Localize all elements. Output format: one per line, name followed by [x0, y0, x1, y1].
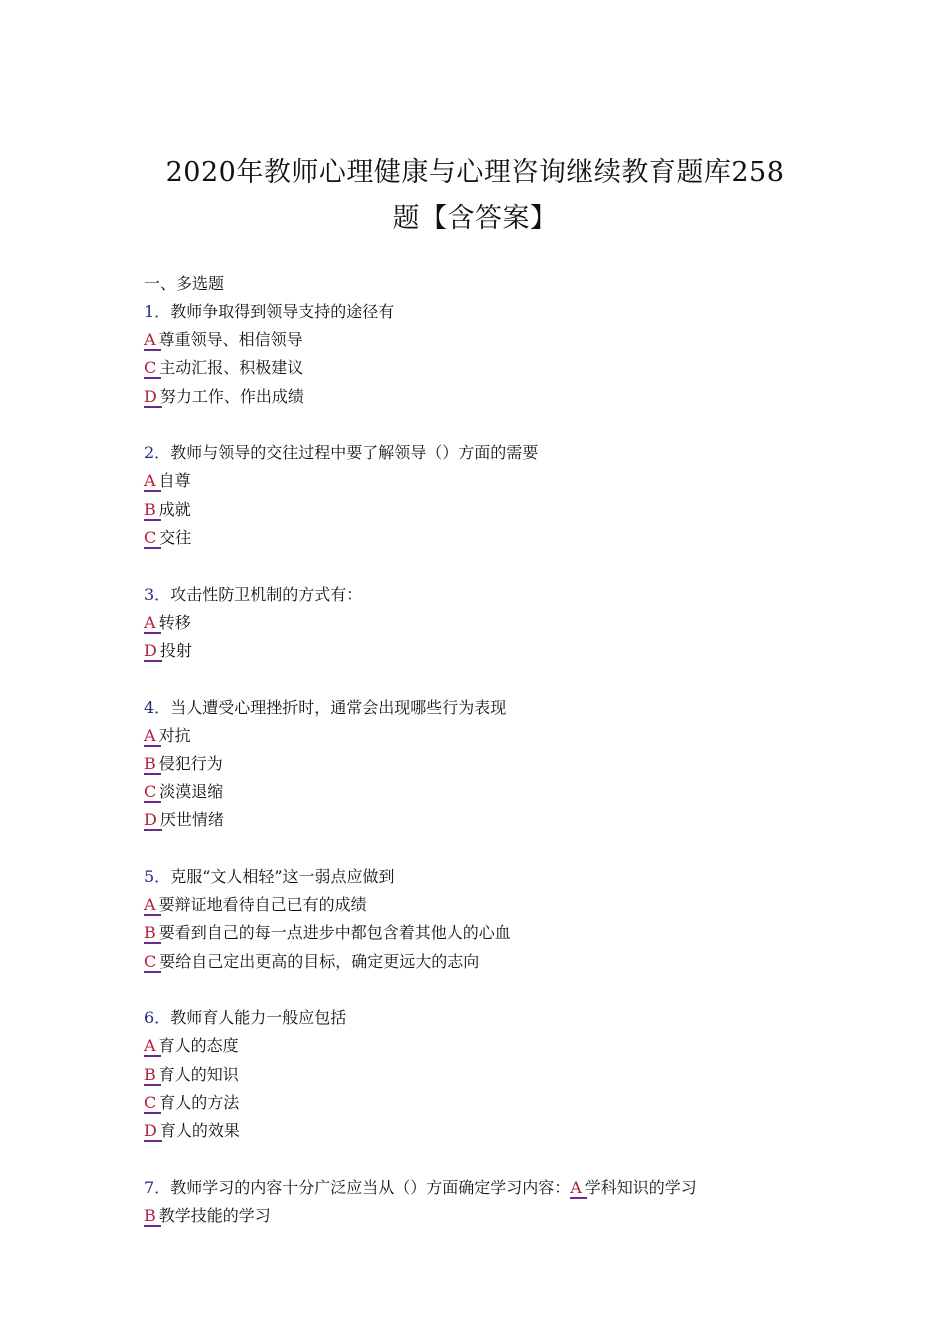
- document-title-line-1: 2020年教师心理健康与心理咨询继续教育题库258: [165, 157, 785, 188]
- option-letter: A: [144, 611, 157, 635]
- option-text: 侵犯行为: [158, 753, 223, 773]
- question-line: [144, 300, 824, 328]
- option-text: 主动汇报、积极建议: [159, 358, 304, 378]
- option-letter: C: [144, 780, 157, 804]
- option-text: 尊重领导、相信领导: [158, 330, 303, 350]
- option-text: 厌世情绪: [159, 810, 224, 830]
- option-letter: A: [570, 1176, 583, 1200]
- document-title-line-2: 题【含答案】: [392, 203, 558, 234]
- option-text: 学科知识的学习: [584, 1177, 697, 1197]
- question-text: 当人遭受心理挫折时，通常会出现哪些行为表现: [170, 697, 507, 717]
- option-text: 成就: [158, 499, 191, 519]
- option-text: 育人的态度: [158, 1036, 239, 1056]
- question-line: [144, 583, 824, 611]
- option-text: 转移: [158, 612, 191, 632]
- question-text: 教师育人能力一般应包括: [170, 1008, 347, 1028]
- option-line: [144, 1119, 824, 1147]
- question-number: 1．: [144, 302, 171, 321]
- question-number: 6．: [144, 1008, 171, 1028]
- inline-option: [570, 1178, 697, 1197]
- question-line: [144, 1006, 824, 1034]
- option-letter: C: [144, 356, 157, 380]
- option-line: [144, 1204, 824, 1232]
- option-text: 育人的效果: [159, 1121, 240, 1140]
- option-text: 交往: [159, 527, 192, 547]
- option-letter: A: [144, 328, 157, 352]
- question-gap: [144, 1147, 824, 1176]
- option-line: [144, 808, 824, 836]
- question-number: 3．: [144, 584, 171, 604]
- question-text: 克服“文人相轻”这一弱点应做到: [170, 867, 395, 886]
- option-line: [144, 385, 824, 413]
- option-text: 自尊: [158, 471, 191, 491]
- question-number: 4．: [144, 697, 171, 717]
- option-letter: B: [144, 752, 157, 776]
- option-line: [144, 950, 824, 978]
- question-list: [144, 300, 824, 1232]
- option-line: [144, 1063, 824, 1091]
- option-letter: D: [144, 385, 158, 409]
- option-line: [144, 893, 824, 921]
- option-line: [144, 1091, 824, 1119]
- option-letter: B: [144, 498, 157, 522]
- question-line: [144, 441, 824, 469]
- option-text: 要给自己定出更高的目标，确定更远大的志向: [159, 951, 480, 971]
- option-text: 要看到自己的每一点进步中都包含着其他人的心血: [158, 923, 511, 943]
- option-text: 对抗: [158, 725, 191, 745]
- question-gap: [144, 837, 824, 866]
- question-text: 攻击性防卫机制的方式有：: [170, 584, 363, 604]
- option-letter: A: [144, 893, 157, 917]
- option-letter: C: [144, 526, 157, 550]
- option-text: 育人的方法: [159, 1092, 240, 1112]
- option-letter: D: [144, 1119, 158, 1143]
- option-line: [144, 724, 824, 752]
- option-line: [144, 1034, 824, 1062]
- question-number: 7．: [144, 1177, 171, 1197]
- option-line: [144, 469, 824, 497]
- option-letter: D: [144, 639, 158, 663]
- option-letter: A: [144, 469, 157, 493]
- question-number: 5．: [144, 867, 171, 886]
- option-line: [144, 526, 824, 554]
- option-letter: B: [144, 1204, 157, 1228]
- option-text: 投射: [159, 640, 192, 660]
- option-line: [144, 752, 824, 780]
- option-letter: C: [144, 950, 157, 974]
- question-gap: [144, 667, 824, 696]
- question-gap: [144, 413, 824, 442]
- option-line: [144, 356, 824, 384]
- option-line: [144, 498, 824, 526]
- option-text: 要辩证地看待自己已有的成绩: [158, 895, 367, 915]
- section-heading: 一、多选题: [144, 274, 225, 293]
- option-letter: D: [144, 808, 158, 832]
- option-text: 教学技能的学习: [158, 1205, 271, 1225]
- question-number: 2．: [144, 443, 171, 463]
- question-line: [144, 865, 824, 893]
- question-text: 教师争取得到领导支持的途径有: [170, 302, 395, 321]
- option-text: 淡漠退缩: [159, 782, 224, 802]
- option-line: [144, 611, 824, 639]
- question-text: 教师学习的内容十分广泛应当从（）方面确定学习内容：: [170, 1177, 571, 1197]
- option-line: [144, 639, 824, 667]
- option-line: [144, 328, 824, 356]
- question-line: [144, 1176, 824, 1204]
- option-letter: B: [144, 1063, 157, 1087]
- question-gap: [144, 554, 824, 583]
- option-text: 育人的知识: [158, 1064, 239, 1084]
- question-text: 教师与领导的交往过程中要了解领导（）方面的需要: [170, 443, 539, 463]
- question-line: [144, 696, 824, 724]
- option-text: 努力工作、作出成绩: [159, 386, 304, 406]
- option-line: [144, 780, 824, 808]
- option-line: [144, 921, 824, 949]
- option-letter: C: [144, 1091, 157, 1115]
- question-gap: [144, 978, 824, 1007]
- option-letter: B: [144, 921, 157, 945]
- option-letter: A: [144, 724, 157, 748]
- option-letter: A: [144, 1034, 157, 1058]
